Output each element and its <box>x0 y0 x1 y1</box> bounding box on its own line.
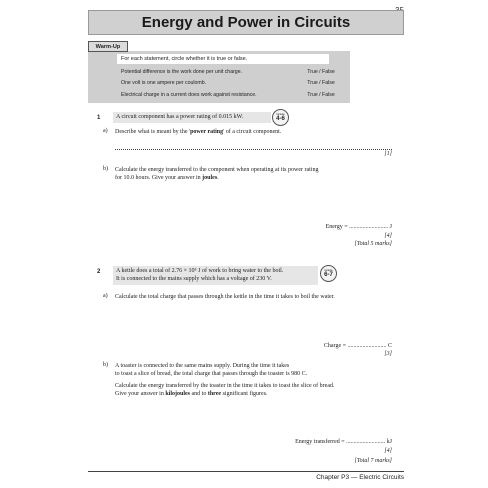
grade-badge <box>272 109 289 126</box>
statement-text: Electrical charge in a current does work against resistance. <box>121 91 257 98</box>
text-line <box>115 174 405 182</box>
question-stem-text: A kettle does a total of 2.76 × 10⁵ J of work to bring water to the boil. <box>116 268 284 274</box>
question-stem <box>113 266 318 285</box>
question-stem-text: A circuit component has a power rating of 0.015 kW. <box>116 114 244 120</box>
warmup-statement <box>117 89 345 101</box>
answer-field[interactable]: Charge = .......................... C <box>323 343 392 349</box>
total-marks: [Total 5 marks] <box>354 241 392 247</box>
text-line: Calculate the energy transferred by the toaster in the time it takes to toast the slice of bread. <box>115 383 335 389</box>
part-text <box>115 128 405 136</box>
question-stem-text: It is connected to the mains supply which has a voltage of 230 V. <box>116 276 272 283</box>
title-banner <box>88 10 404 35</box>
bold-term: joules <box>202 175 218 181</box>
text-fragment: Describe what is meant by the ' <box>115 129 191 135</box>
grade-label: Grade <box>324 267 333 272</box>
bold-term: kilojoules <box>165 391 190 397</box>
answer-field[interactable]: Energy = .......................... J <box>325 224 392 230</box>
text-line: A toaster is connected to the same mains supply. During the time it takes <box>115 363 290 369</box>
marks: [4] <box>384 448 392 454</box>
chapter-footer: Chapter P3 — Electric Circuits <box>316 474 404 481</box>
warmup-statements <box>117 66 345 101</box>
grade-label: Grade <box>276 111 285 116</box>
part-text <box>115 362 410 398</box>
statement-text: One volt is one ampere per coulomb. <box>121 80 207 87</box>
statement-text: Potential difference is the work done per unit charge. <box>121 68 243 75</box>
marks: [4] <box>384 233 392 239</box>
answer-field[interactable]: Energy transferred = .......................... kJ <box>295 439 392 445</box>
grade-value: 6-7 <box>324 272 333 279</box>
part-letter: a) <box>103 128 108 134</box>
total-marks: [Total 7 marks] <box>354 458 392 464</box>
part-letter: b) <box>103 362 108 368</box>
bold-term: three <box>207 391 222 397</box>
text-line <box>115 390 410 398</box>
warmup-statement <box>117 78 345 90</box>
text-fragment: ' of a circuit component. <box>223 129 282 135</box>
question-number: 2 <box>97 269 101 275</box>
text-fragment: significant figures. <box>221 391 268 397</box>
text-line: Calculate the energy transferred to the component when operating at its power rating <box>115 167 319 173</box>
part-text <box>115 166 405 182</box>
warmup-statement <box>117 66 345 78</box>
part-letter: a) <box>103 293 108 299</box>
page-title: Energy and Power in Circuits <box>141 14 351 31</box>
true-false-choice[interactable]: True / False <box>307 68 335 75</box>
text-line: to toast a slice of bread, the total charge that passes through the toaster is 980 C. <box>115 371 308 377</box>
footer-divider <box>88 471 404 472</box>
bold-term: power rating <box>190 129 224 135</box>
answer-line[interactable] <box>115 149 392 150</box>
text-fragment: and to <box>190 391 208 397</box>
warmup-instruction: For each statement, circle whether it is true or false. <box>117 54 329 64</box>
part-text: Calculate the total charge that passes through the kettle in the time it takes to boil the water. <box>115 294 335 300</box>
text-fragment: . <box>217 175 219 181</box>
text-fragment: for 10.0 hours. Give your answer in <box>115 175 203 181</box>
question-stem <box>113 112 271 123</box>
marks: [3] <box>384 351 392 357</box>
warmup-tag: Warm-Up <box>88 41 128 52</box>
true-false-choice[interactable]: True / False <box>307 80 335 87</box>
marks: [1] <box>384 151 392 157</box>
question-number: 1 <box>97 115 101 121</box>
grade-badge <box>320 265 337 282</box>
true-false-choice[interactable]: True / False <box>307 91 335 98</box>
part-letter: b) <box>103 166 108 172</box>
grade-value: 4-6 <box>276 116 285 123</box>
text-fragment: Give your answer in <box>115 391 166 397</box>
